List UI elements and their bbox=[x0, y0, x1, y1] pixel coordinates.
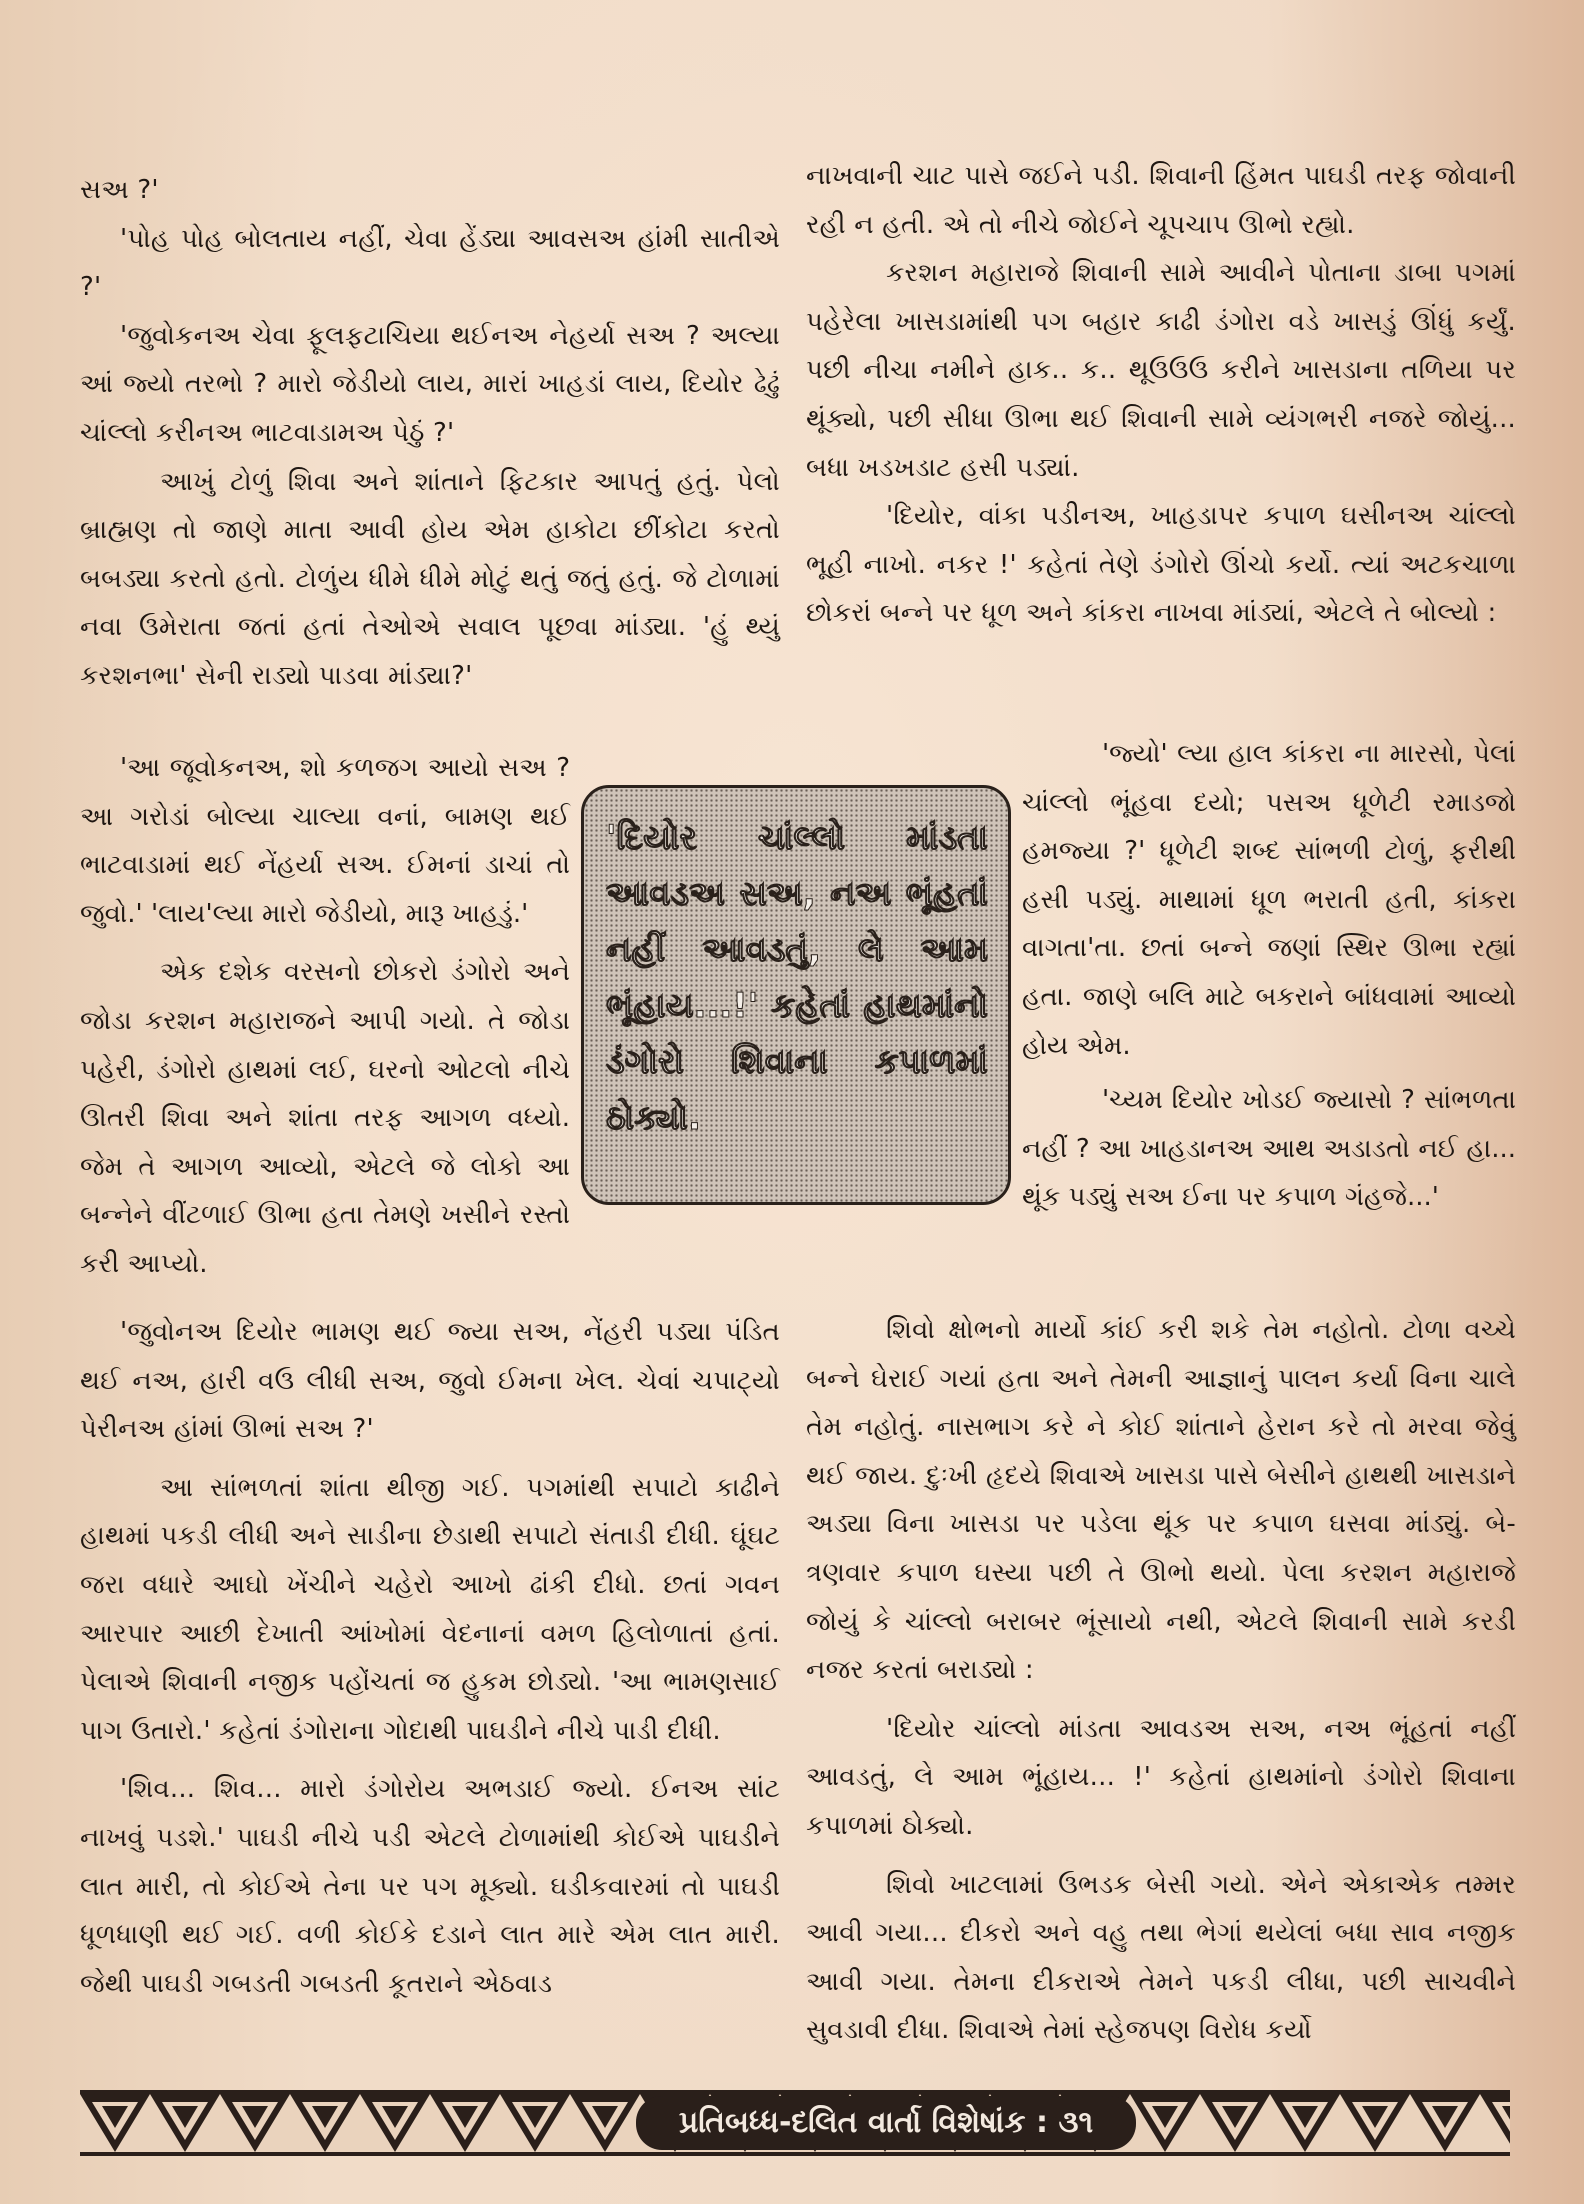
left-paragraph-2: 'પોહ પોહ બોલતાય નહીં, ચેવા હેંડ્યા આવસઅ હાંમી સાતીએ ?' bbox=[80, 223, 780, 303]
right-paragraph-1: નાખવાની ચાટ પાસે જઈને પડી. શિવાની હિંમત પાઘડી તરફ જોવાની રહી ન હતી. એ તો નીચે જોઈને ચૂપચાપ ઊભો રહ્યો. bbox=[806, 161, 1516, 240]
right-paragraph-4: 'જ્યો' લ્યા હાલ કાંકરા ના મારસો, પેલાં ચાંલ્લો ભૂંહવા દયો; પસઅ ધૂળેટી રમાડજો હમજ્યા ?' ધૂળેટી શબ્દ સાંભળી ટોળું, ફરીથી હસી પડ્યું. માથામાં ધૂળ ભરાતી હતી, કાંકરા વાગતા'તા. છતાં બન્ને જણાં સ્થિર ઊભા રહ્યાં હતા. જાણે બલિ માટે બકરાને બાંધવામાં આવ્યો હોય એમ. bbox=[1022, 739, 1516, 1061]
left-paragraph-9: 'શિવ... શિવ... મારો ડંગોરોય અભડાઈ જ્યો. ઈનઅ સાંટ નાખવું પડશે.' પાઘડી નીચે પડી એટલે ટોળામાંથી કોઈએ પાઘડીને લાત મારી, તો કોઈએ તેના પર પગ મૂક્યો. ઘડીકવારમાં તો પાઘડી ધૂળધાણી થઈ ગઈ. વળી કોઈકે દડાને લાત મારે એમ લાત મારી. જેથી પાઘડી ગબડતી ગબડતી કૂતરાને એઠવાડ bbox=[80, 1774, 780, 1999]
pull-quote-text: 'દિયોર ચાંલ્લો માંડતા આવડઅ સઅ, નઅ ભૂંહતાં નહીં આવડતું, લે આમ ભૂંહાય...!' કહેતાં હાથમાંનો ડંગોરો શિવાના કપાળમાં ઠોક્યો. bbox=[606, 818, 988, 1138]
left-paragraph-4: આખું ટોળું શિવા અને શાંતાને ફિટકાર આપતું હતું. પેલો બ્રાહ્મણ તો જાણે માતા આવી હોય એમ હાકોટા છીંકોટા કરતો બબડ્યા કરતો હતો. ટોળુંય ધીમે ધીમે મોટું થતું જતું હતું. જે ટોળામાં નવા ઉમેરાતા જતાં હતાં તેઓએ સવાલ પૂછવા માંડ્યા. 'હું થ્યું કરશનભા' સેની રાડ્યો પાડવા માંડ્યા?' bbox=[80, 466, 780, 691]
right-lower-block bbox=[806, 1306, 1516, 2055]
left-paragraph-3: 'જુવોકનઅ ચેવા ફૂલફટાચિયા થઈનઅ નેહર્યા સઅ ? અલ્યા આં જ્યો તરભો ? મારો જેડીયો લાય, મારાં ખાહડાં લાય, દિયોર ઢેઢું ચાંલ્લો કરીનઅ ભાટવાડામઅ પેઠું ?' bbox=[80, 320, 780, 448]
left-paragraph-6: એક દશેક વરસનો છોકરો ડંગોરો અને જોડા કરશન મહારાજને આપી ગયો. તે જોડા પહેરી, ડંગોરો હાથમાં લઈ, ઘરનો ઓટલો નીચે ઊતરી શિવા અને શાંતા તરફ આગળ વધ્યો. જેમ તે આગળ આવ્યો, એટલે જે લોકો આ બન્નેને વીંટળાઈ ઊભા હતા તેમણે ખસીને રસ્તો કરી આપ્યો. bbox=[80, 957, 570, 1279]
right-paragraph-7: 'દિયોર ચાંલ્લો માંડતા આવડઅ સઅ, નઅ ભૂંહતાં નહીં આવડતું, લે આમ ભૂંહાય... !' કહેતાં હાથમાંનો ડંગોરો શિવાના કપાળમાં ઠોક્યો. bbox=[806, 1713, 1516, 1841]
right-paragraph-3: 'દિયોર, વાંકા પડીનઅ, ખાહડાપર કપાળ ઘસીનઅ ચાંલ્લો ભૂહી નાખો. નકર !' કહેતાં તેણે ડંગોરો ઊંચો કર્યો. ત્યાં અટકચાળા છોકરાં બન્ને પર ધૂળ અને કાંકરા નાખવા માંડ્યાં, એટલે તે બોલ્યો : bbox=[806, 501, 1516, 629]
left-paragraph-7: 'જુવોનઅ દિયોર ભામણ થઈ જ્યા સઅ, નેંહરી પડ્યા પંડિત થઈ નઅ, હારી વઉ લીધી સઅ, જુવો ઈમના ખેલ. ચેવાં ચપાટ્યો પેરીનઅ હાંમાં ઊભાં સઅ ?' bbox=[80, 1317, 780, 1445]
page-footer bbox=[80, 2090, 1510, 2156]
footer-page-label: પ્રતિબધ્ધ-દલિત વાર્તા વિશેષાંક : ૩૧ bbox=[636, 2096, 1136, 2150]
right-column bbox=[806, 152, 1516, 638]
right-paragraph-6: શિવો ક્ષોભનો માર્યો કાંઈ કરી શકે તેમ નહોતો. ટોળા વચ્ચે બન્ને ઘેરાઈ ગયાં હતા અને તેમની આજ્ઞાનું પાલન કર્યા વિના ચાલે તેમ નહોતું. નાસભાગ કરે ને કોઈ શાંતાને હેરાન કરે તો મરવા જેવું થઈ જાય. દુઃખી હૃદયે શિવાએ ખાસડા પાસે બેસીને હાથથી ખાસડાને અડ્યા વિના ખાસડા પર પડેલા થૂંક પર કપાળ ઘસવા માંડ્યું. બે-ત્રણવાર કપાળ ઘસ્યા પછી તે ઊભો થયો. પેલા કરશન મહારાજે જોયું કે ચાંલ્લો બરાબર ભૂંસાયો નથી, એટલે શિવાની સામે કરડી નજર કરતાં બરાડ્યો : bbox=[806, 1315, 1516, 1686]
right-narrow-block bbox=[1022, 730, 1516, 1222]
left-paragraph-8: આ સાંભળતાં શાંતા થીજી ગઈ. પગમાંથી સપાટો કાઢીને હાથમાં પકડી લીધી અને સાડીના છેડાથી સપાટો સંતાડી દીધી. ઘૂંઘટ જરા વધારે આઘો ખેંચીને ચહેરો આખો ઢાંકી દીધો. છતાં ગવન આરપાર આછી દેખાતી આંખોમાં વેદનાનાં વમળ હિલોળાતાં હતાં. પેલાએ શિવાની નજીક પહોંચતાં જ હુકમ છોડ્યો. 'આ ભામણસાઈ પાગ ઉતારો.' કહેતાં ડંગોરાના ગોદાથી પાઘડીને નીચે પાડી દીધી. bbox=[80, 1472, 780, 1746]
left-lower-block bbox=[80, 1308, 780, 2008]
left-column bbox=[80, 166, 780, 701]
right-paragraph-2: કરશન મહારાજે શિવાની સામે આવીને પોતાના ડાબા પગમાં પહેરેલા ખાસડામાંથી પગ બહાર કાઢી ડંગોરા વડે ખાસડું ઊંધું કર્યું. પછી નીચા નમીને હાક.. ક.. થૂઉઉઉ કરીને ખાસડાના તળિયા પર થૂંક્યો, પછી સીધા ઊભા થઈ શિવાની સામે વ્યંગભરી નજરે જોયું... બધા ખડખડાટ હસી પડ્યાં. bbox=[806, 258, 1516, 483]
left-paragraph-1: સઅ ?' bbox=[80, 175, 159, 205]
right-paragraph-5: 'ચ્યમ દિયોર ખોડઈ જ્યાસો ? સાંભળતા નહીં ? આ ખાહડાનઅ આથ અડાડતો નઈ હા... થૂંક પડ્યું સઅ ઈના પર કપાળ ગંહજે...' bbox=[1022, 1085, 1516, 1213]
left-paragraph-5: 'આ જૂવોકનઅ, શો કળજગ આયો સઅ ? આ ગરોડાં બોલ્યા ચાલ્યા વનાં, બામણ થઈ ભાટવાડામાં થઈ નેંહર્યા સઅ. ઈમનાં ડાચાં તો જુવો.' 'લાય'લ્યા મારો જેડીયો, મારૂ ખાહડું.' bbox=[80, 753, 570, 929]
right-paragraph-8: શિવો ખાટલામાં ઉભડક બેસી ગયો. એને એકાએક તમ્મર આવી ગયા... દીકરો અને વહુ તથા ભેગાં થયેલાં બધા સાવ નજીક આવી ગયા. તેમના દીકરાએ તેમને પકડી લીધા, પછી સાચવીને સુવડાવી દીધા. શિવાએ તેમાં સ્હેજપણ વિરોધ કર્યો bbox=[806, 1869, 1516, 2046]
pull-quote-box bbox=[581, 785, 1011, 1205]
left-narrow-block bbox=[80, 744, 570, 1289]
